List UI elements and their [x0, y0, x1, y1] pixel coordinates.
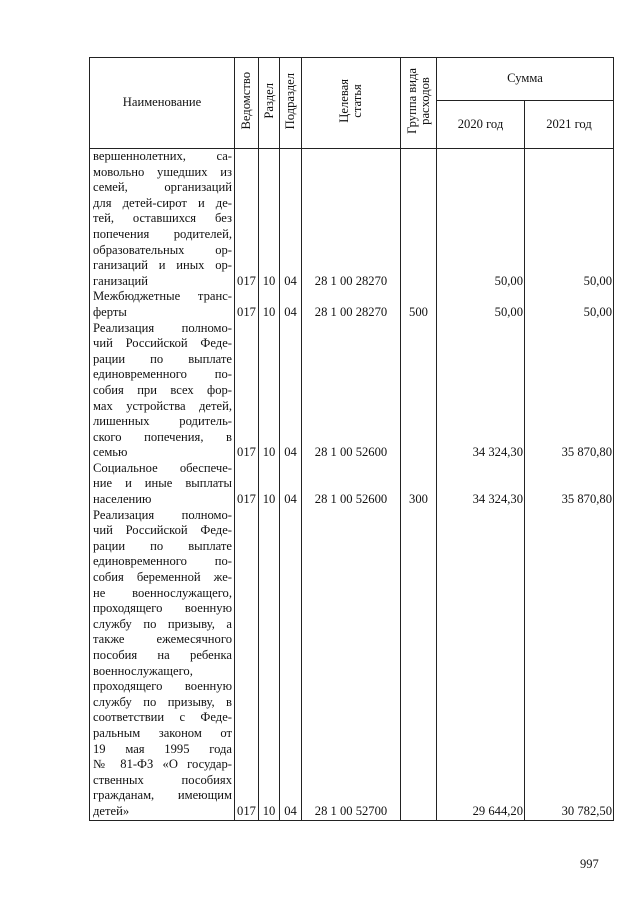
row-razdel: 10 — [259, 289, 280, 320]
table-row — [90, 321, 614, 461]
header-podrazdel: Подраздел — [280, 58, 302, 149]
row-name-line: тей, оставшихся без — [93, 211, 232, 226]
table-row — [90, 289, 614, 320]
table-row — [90, 461, 614, 508]
row-name-line: службу по призыву, в — [93, 694, 232, 709]
row-gruppa — [401, 508, 437, 820]
row-name-line: проходящего военную — [93, 679, 232, 694]
row-name-line: рации по выплате — [93, 351, 232, 366]
row-name-line: ского попечения, в — [93, 429, 232, 444]
row-sum-2021: 50,00 — [525, 289, 614, 320]
row-vedomstvo: 017 — [235, 508, 259, 820]
row-podrazdel: 04 — [280, 149, 302, 290]
page-number: 997 — [580, 857, 599, 871]
row-tselevaya-statya: 28 1 00 52600 — [302, 461, 401, 508]
row-gruppa: 300 — [401, 461, 437, 508]
row-name-line: № 81-ФЗ «О государ- — [93, 757, 232, 772]
row-name-line: 19 мая 1995 года — [93, 741, 232, 756]
row-podrazdel: 04 — [280, 461, 302, 508]
row-gruppa — [401, 149, 437, 290]
row-sum-2020: 29 644,20 — [437, 508, 525, 820]
row-sum-2021: 30 782,50 — [525, 508, 614, 820]
row-name-line: чий Российской Феде- — [93, 336, 232, 351]
row-name-line: гражданам, имеющим — [93, 788, 232, 803]
row-name-line: не военнослужащего, — [93, 585, 232, 600]
row-sum-2020: 34 324,30 — [437, 321, 525, 461]
row-name-line: военнослужащего, — [93, 663, 193, 678]
row-name-line: также ежемесячного — [93, 632, 232, 647]
row-name-line: единовременного по- — [93, 554, 232, 569]
row-name-line: службу по призыву, а — [93, 616, 232, 631]
row-name-line: мовольно ушедших из — [93, 164, 232, 179]
header-razdel: Раздел — [259, 58, 280, 149]
header-tselevaya-statya: Целевая статья — [302, 58, 401, 149]
table-header — [90, 58, 614, 149]
row-name-line: Реализация полномо- — [93, 320, 232, 335]
row-tselevaya-statya: 28 1 00 52600 — [302, 321, 401, 461]
row-name-line: для детей-сирот и де- — [93, 195, 232, 210]
row-vedomstvo: 017 — [235, 149, 259, 290]
budget-table — [89, 57, 614, 821]
row-name-line: Реализация полномо- — [93, 507, 232, 522]
row-podrazdel: 04 — [280, 321, 302, 461]
row-name-line: мах устройства детей, — [93, 398, 232, 413]
header-summa: Сумма — [437, 58, 614, 101]
row-tselevaya-statya: 28 1 00 28270 — [302, 289, 401, 320]
row-name-line: образовательных ор- — [93, 242, 232, 257]
row-razdel: 10 — [259, 461, 280, 508]
row-name-line: собия беременной же- — [93, 570, 232, 585]
row-name-line: детей» — [93, 803, 130, 818]
row-name — [90, 321, 235, 461]
row-name-line: собия при всех фор- — [93, 382, 232, 397]
row-sum-2021: 35 870,80 — [525, 321, 614, 461]
header-gruppa-vida-raskhodov: Группа вида расходов — [401, 58, 437, 149]
row-name-line: проходящего военную — [93, 601, 232, 616]
row-podrazdel: 04 — [280, 508, 302, 820]
row-tselevaya-statya: 28 1 00 52700 — [302, 508, 401, 820]
row-name-line: вершеннолетних, са- — [93, 149, 232, 163]
header-name: Наименование — [90, 58, 235, 149]
row-tselevaya-statya: 28 1 00 28270 — [302, 149, 401, 290]
row-gruppa — [401, 321, 437, 461]
row-podrazdel: 04 — [280, 289, 302, 320]
row-name-line: семью — [93, 445, 128, 460]
row-name-line: чий Российской Феде- — [93, 523, 232, 538]
row-razdel: 10 — [259, 508, 280, 820]
row-sum-2021: 35 870,80 — [525, 461, 614, 508]
row-sum-2020: 50,00 — [437, 149, 525, 290]
row-name-line: населению — [93, 492, 152, 507]
row-name-line: ние и иные выплаты — [93, 476, 232, 491]
header-year-2021: 2021 год — [525, 101, 614, 149]
row-name-line: ферты — [93, 304, 127, 319]
row-name-line: единовременного по- — [93, 367, 232, 382]
row-vedomstvo: 017 — [235, 461, 259, 508]
row-name-line: соответствии с Феде- — [93, 710, 232, 725]
row-name-line: рации по выплате — [93, 538, 232, 553]
row-name — [90, 461, 235, 508]
row-name-line: семей, организаций — [93, 180, 232, 195]
row-name — [90, 149, 235, 290]
row-name-line: лишенных родитель- — [93, 414, 232, 429]
table-row — [90, 508, 614, 820]
row-name-line: попечения родителей, — [93, 226, 232, 241]
row-vedomstvo: 017 — [235, 289, 259, 320]
row-name-line: ственных пособиях — [93, 772, 232, 787]
row-vedomstvo: 017 — [235, 321, 259, 461]
row-sum-2021: 50,00 — [525, 149, 614, 290]
row-sum-2020: 50,00 — [437, 289, 525, 320]
row-name-line: ганизаций и иных ор- — [93, 258, 232, 273]
table-row — [90, 149, 614, 290]
row-razdel: 10 — [259, 321, 280, 461]
row-name — [90, 508, 235, 820]
row-name-line: Социальное обеспече- — [93, 460, 232, 475]
row-sum-2020: 34 324,30 — [437, 461, 525, 508]
row-name-line: ганизаций — [93, 273, 149, 288]
row-name-line: пособия на ребенка — [93, 648, 232, 662]
row-name-line: ральным законом от — [93, 725, 232, 740]
row-name-line: Межбюджетные транс- — [93, 289, 232, 304]
header-year-2020: 2020 год — [437, 101, 525, 149]
table-body — [90, 149, 614, 821]
row-razdel: 10 — [259, 149, 280, 290]
row-gruppa: 500 — [401, 289, 437, 320]
header-vedomstvo: Ведомство — [235, 58, 259, 149]
row-name — [90, 289, 235, 320]
